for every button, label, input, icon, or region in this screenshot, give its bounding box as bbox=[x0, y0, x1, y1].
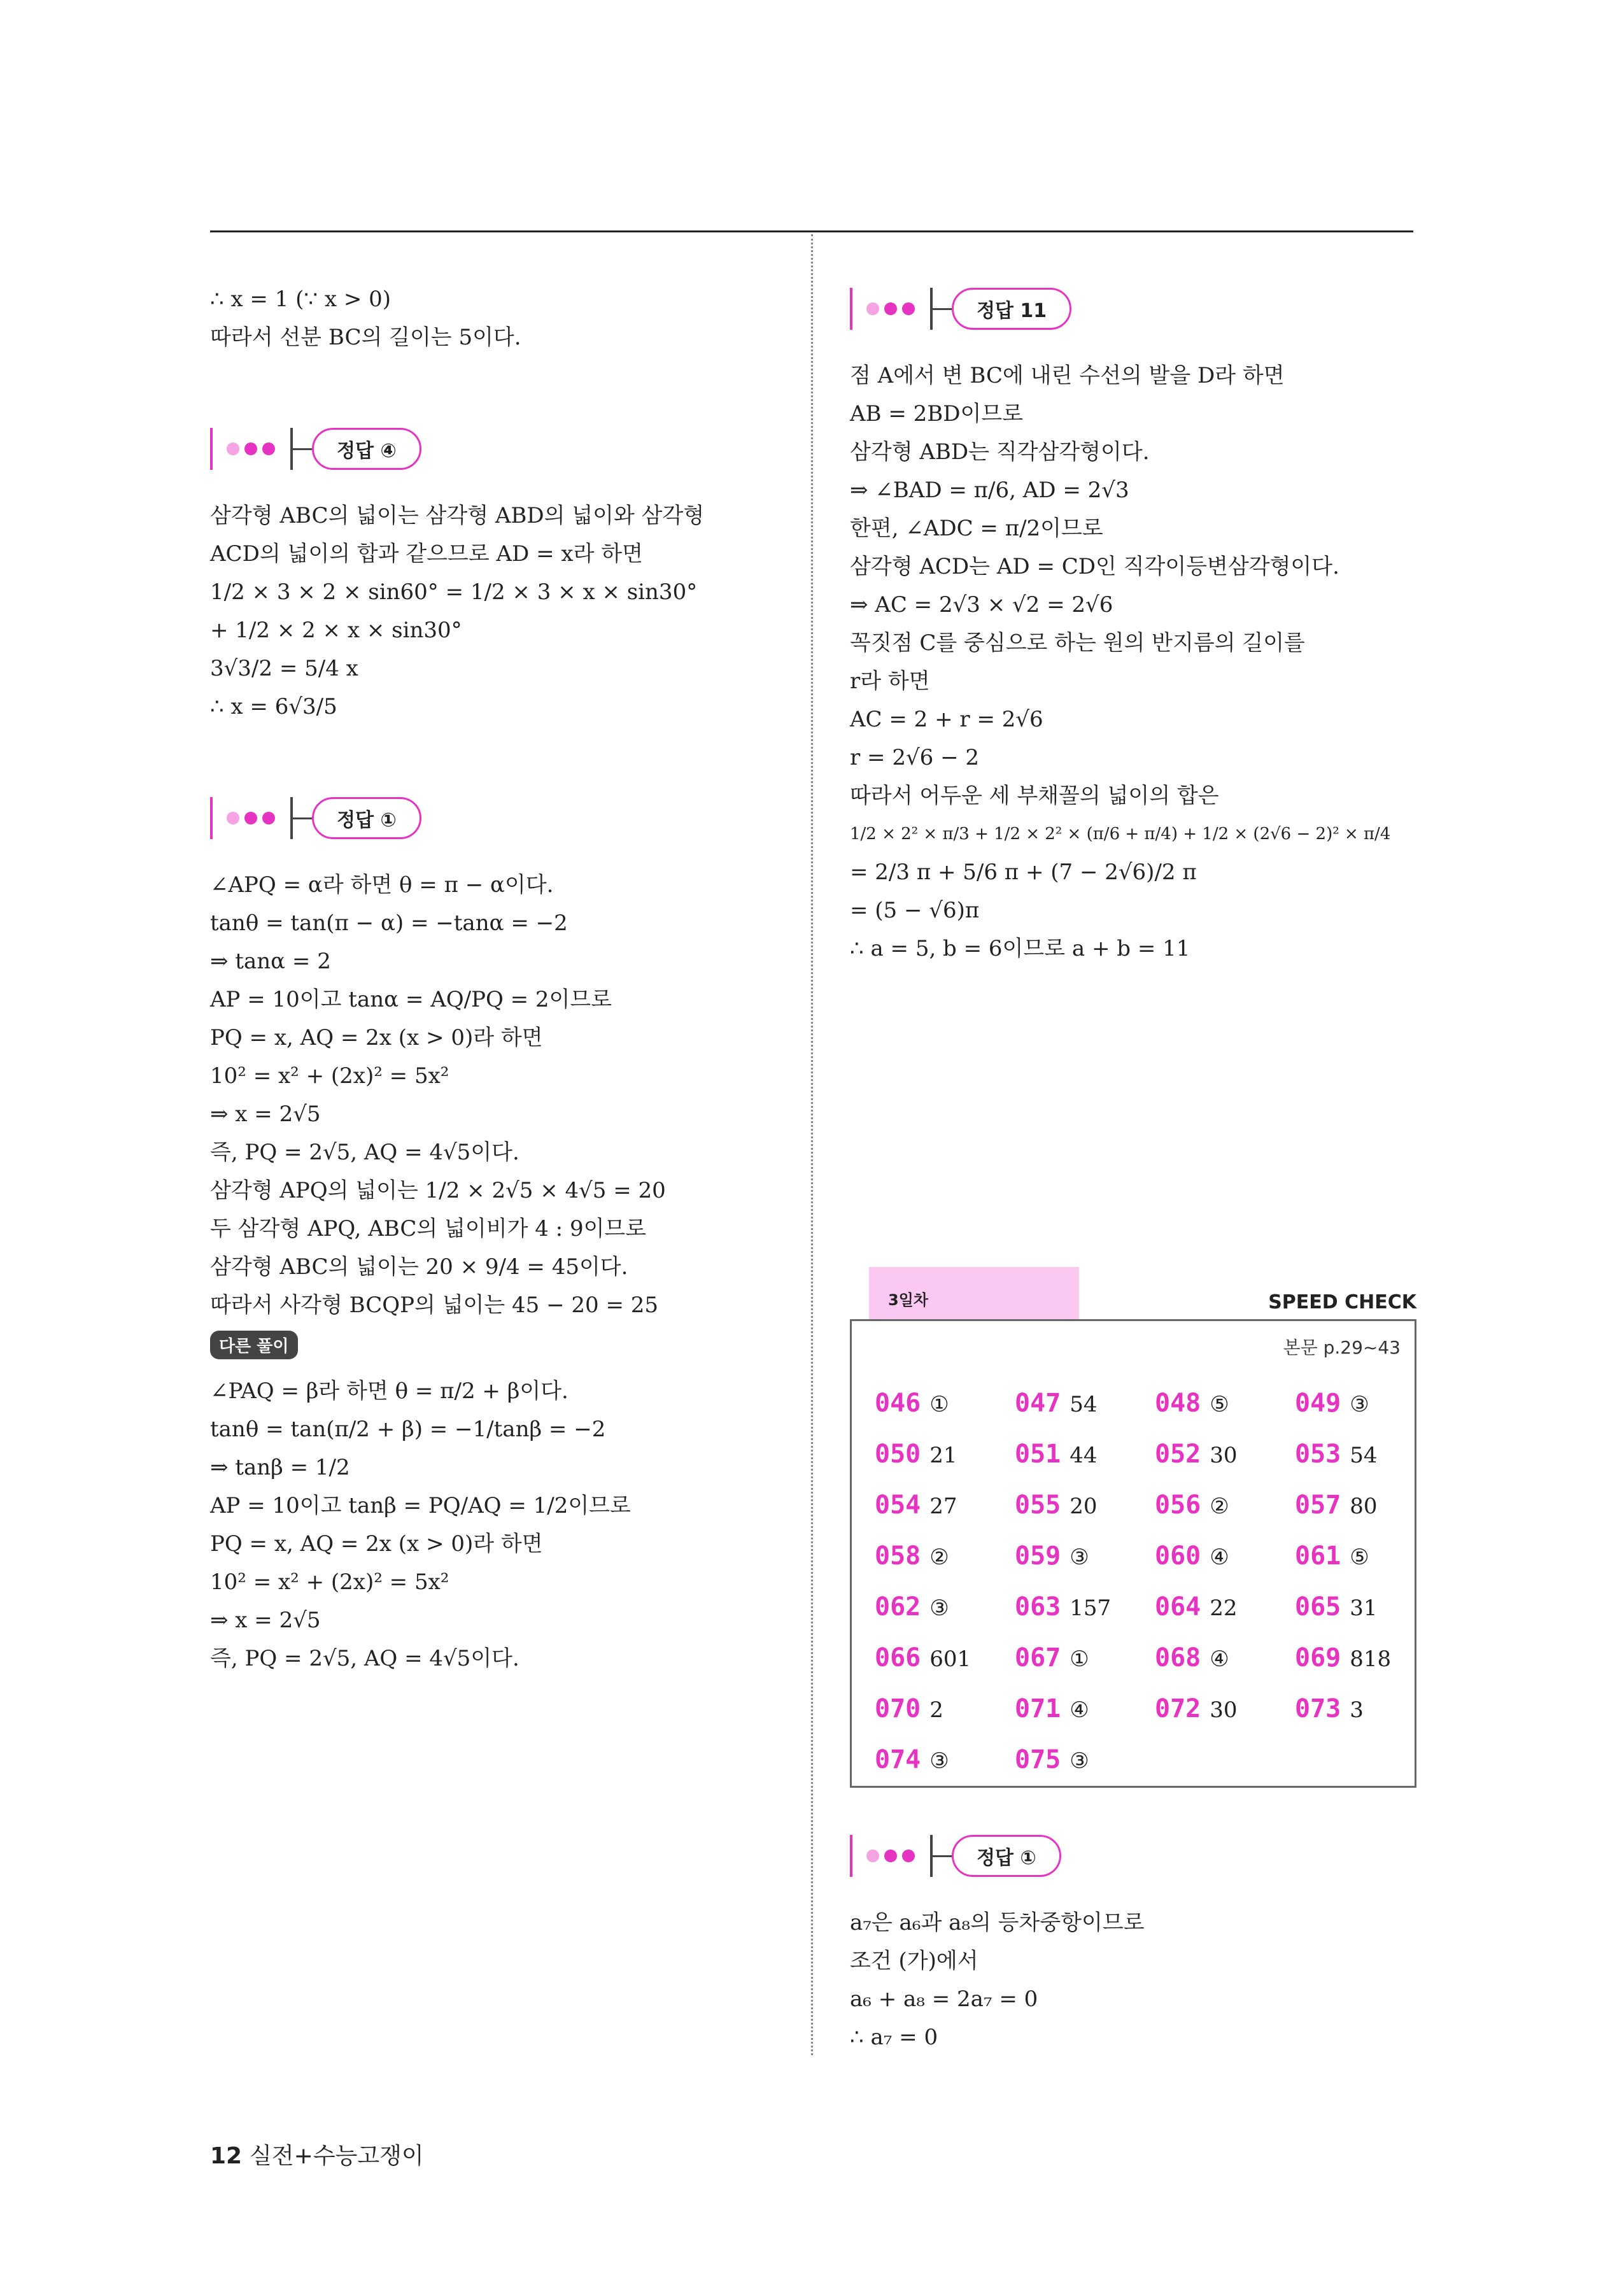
answer-pill: 정답 ① bbox=[952, 1835, 1061, 1877]
speed-check-item bbox=[1155, 1436, 1295, 1473]
speed-check-number: 069 bbox=[1295, 1643, 1341, 1673]
solution-line: a₆ + a₈ = 2a₇ = 0 bbox=[850, 1986, 1038, 2012]
speed-check-number: 052 bbox=[1155, 1440, 1201, 1469]
speed-check-number: 053 bbox=[1295, 1440, 1341, 1469]
speed-check-answer: 21 bbox=[929, 1443, 957, 1468]
solution-line: a₇은 a₆과 a₈의 등차중항이므로 bbox=[850, 1910, 1145, 1935]
speed-check-item bbox=[1295, 1690, 1403, 1727]
solution-line: = (5 − √6)π bbox=[850, 898, 980, 923]
solution-line: ⇒ AC = 2√3 × √2 = 2√6 bbox=[850, 592, 1113, 618]
speed-check-item bbox=[1295, 1538, 1403, 1574]
solution-line: 10² = x² + (2x)² = 5x² bbox=[210, 1063, 449, 1089]
speed-check-answer: ③ bbox=[1070, 1545, 1089, 1570]
speed-check-number: 049 bbox=[1295, 1389, 1341, 1418]
answer-header bbox=[210, 789, 745, 847]
speed-check-number: 063 bbox=[1015, 1592, 1061, 1622]
solution-line: + 1/2 × 2 × x × sin30° bbox=[210, 618, 462, 643]
speed-check-number: 055 bbox=[1015, 1490, 1061, 1520]
speed-check-answer: 601 bbox=[929, 1646, 971, 1672]
speed-check-item bbox=[1155, 1690, 1295, 1727]
solution-line: 3√3/2 = 5/4 x bbox=[210, 656, 358, 681]
speed-check-number: 058 bbox=[875, 1541, 921, 1571]
speed-check-answer: 2 bbox=[929, 1697, 943, 1723]
speed-check-answer: 22 bbox=[1210, 1595, 1238, 1621]
speed-check-answer: 44 bbox=[1070, 1443, 1098, 1468]
speed-check-grid bbox=[875, 1385, 1403, 1778]
solution-line: tanθ = tan(π/2 + β) = −1/tanβ = −2 bbox=[210, 1417, 606, 1442]
speed-check-item bbox=[1155, 1588, 1295, 1625]
solution-line: 삼각형 APQ의 넓이는 1/2 × 2√5 × 4√5 = 20 bbox=[210, 1178, 666, 1203]
speed-check-number: 054 bbox=[875, 1490, 921, 1520]
right-column-lower bbox=[850, 1827, 1385, 2056]
solution-line: ∴ a₇ = 0 bbox=[850, 2025, 938, 2050]
speed-check-number: 075 bbox=[1015, 1745, 1061, 1774]
speed-check-number: 066 bbox=[875, 1643, 921, 1673]
speed-check-item bbox=[1015, 1487, 1155, 1524]
speed-check-item bbox=[1155, 1487, 1295, 1524]
speed-check-answer: 3 bbox=[1350, 1697, 1364, 1723]
solution-line: 두 삼각형 APQ, ABC의 넓이비가 4 : 9이므로 bbox=[210, 1216, 647, 1242]
speed-check-answer: ② bbox=[929, 1545, 949, 1570]
speed-check-item bbox=[1295, 1487, 1403, 1524]
solution-line: 삼각형 ACD는 AD = CD인 직각이등변삼각형이다. bbox=[850, 554, 1339, 579]
speed-check-answer: 31 bbox=[1350, 1595, 1378, 1621]
solution-line: 삼각형 ABD는 직각삼각형이다. bbox=[850, 439, 1150, 465]
top-rule bbox=[210, 230, 1413, 232]
speed-check-number: 074 bbox=[875, 1745, 921, 1774]
speed-check-item bbox=[1015, 1741, 1155, 1778]
solution-line: 10² = x² + (2x)² = 5x² bbox=[210, 1569, 449, 1595]
right-column bbox=[850, 280, 1391, 968]
solution-line: ⇒ tanα = 2 bbox=[210, 949, 331, 974]
speed-check-number: 061 bbox=[1295, 1541, 1341, 1571]
speed-check-item bbox=[875, 1741, 1015, 1778]
speed-check-item bbox=[875, 1538, 1015, 1574]
speed-check-number: 046 bbox=[875, 1389, 921, 1418]
solution-line: ∠PAQ = β라 하면 θ = π/2 + β이다. bbox=[210, 1378, 568, 1404]
speed-check-title: SPEED CHECK bbox=[1268, 1291, 1416, 1313]
answer-pill: 정답 11 bbox=[952, 288, 1071, 330]
speed-check-item bbox=[875, 1436, 1015, 1473]
speed-check-answer: ① bbox=[1070, 1646, 1089, 1672]
speed-check-answer: ③ bbox=[1350, 1392, 1369, 1417]
solution-line: AP = 10이고 tanα = AQ/PQ = 2이므로 bbox=[210, 987, 612, 1012]
speed-check-answer: 30 bbox=[1210, 1697, 1238, 1723]
solution-line: 한편, ∠ADC = π/2이므로 bbox=[850, 516, 1103, 541]
solution-line: ⇒ x = 2√5 bbox=[210, 1101, 321, 1127]
speed-check-answer: ⑤ bbox=[1350, 1545, 1369, 1570]
speed-check-answer: ① bbox=[929, 1392, 949, 1417]
speed-check-number: 064 bbox=[1155, 1592, 1201, 1622]
column-divider bbox=[811, 234, 813, 2055]
speed-check-item bbox=[1015, 1639, 1155, 1676]
speed-check-item bbox=[875, 1690, 1015, 1727]
speed-check-answer: 20 bbox=[1070, 1494, 1098, 1519]
speed-check-panel bbox=[850, 1267, 1416, 1789]
solution-line: AC = 2 + r = 2√6 bbox=[850, 707, 1043, 732]
speed-check-answer: ④ bbox=[1070, 1697, 1089, 1723]
solution-line: ∠APQ = α라 하면 θ = π − α이다. bbox=[210, 872, 554, 898]
answer-pill: 정답 ① bbox=[312, 797, 421, 839]
solution-line: ⇒ tanβ = 1/2 bbox=[210, 1455, 350, 1480]
speed-check-number: 047 bbox=[1015, 1389, 1061, 1418]
speed-check-item bbox=[1015, 1436, 1155, 1473]
speed-check-answer: 54 bbox=[1350, 1443, 1378, 1468]
solution-line: tanθ = tan(π − α) = −tanα = −2 bbox=[210, 910, 568, 936]
solution-line: 즉, PQ = 2√5, AQ = 4√5이다. bbox=[210, 1646, 519, 1671]
solution-line: 1/2 × 2² × π/3 + 1/2 × 2² × (π/6 + π/4) + 1/2 × (2√6 − 2)² × π/4 bbox=[850, 824, 1391, 844]
solution-line: 조건 (가)에서 bbox=[850, 1948, 978, 1974]
answer-header bbox=[850, 280, 1385, 337]
solution-line: = 2/3 π + 5/6 π + (7 − 2√6)/2 π bbox=[850, 860, 1197, 885]
speed-check-answer: 27 bbox=[929, 1494, 957, 1519]
speed-check-box bbox=[850, 1319, 1416, 1788]
speed-check-item bbox=[1155, 1385, 1295, 1422]
speed-check-item bbox=[1015, 1588, 1155, 1625]
speed-check-number: 071 bbox=[1015, 1694, 1061, 1723]
speed-check-answer: 157 bbox=[1070, 1595, 1112, 1621]
speed-check-answer: ② bbox=[1210, 1494, 1229, 1519]
solution-line: ∴ a = 5, b = 6이므로 a + b = 11 bbox=[850, 936, 1190, 961]
speed-check-item bbox=[1295, 1385, 1403, 1422]
solution-line: AB = 2BD이므로 bbox=[850, 401, 1024, 427]
speed-check-number: 068 bbox=[1155, 1643, 1201, 1673]
speed-check-number: 070 bbox=[875, 1694, 921, 1723]
speed-check-number: 048 bbox=[1155, 1389, 1201, 1418]
speed-check-item bbox=[875, 1487, 1015, 1524]
solution-line: 꼭짓점 C를 중심으로 하는 원의 반지름의 길이를 bbox=[850, 630, 1305, 656]
solution-line: 1/2 × 3 × 2 × sin60° = 1/2 × 3 × x × sin30° bbox=[210, 579, 698, 605]
solution-line: 삼각형 ABC의 넓이는 삼각형 ABD의 넓이와 삼각형 bbox=[210, 503, 705, 528]
solution-line: PQ = x, AQ = 2x (x > 0)라 하면 bbox=[210, 1025, 543, 1051]
speed-check-number: 062 bbox=[875, 1592, 921, 1622]
speed-check-number: 051 bbox=[1015, 1440, 1061, 1469]
speed-check-answer: ④ bbox=[1210, 1545, 1229, 1570]
speed-check-item bbox=[1295, 1436, 1403, 1473]
speed-check-number: 073 bbox=[1295, 1694, 1341, 1723]
speed-check-answer: ③ bbox=[929, 1748, 949, 1774]
intro-line: 따라서 선분 BC의 길이는 5이다. bbox=[210, 325, 521, 350]
speed-check-answer: ④ bbox=[1210, 1646, 1229, 1672]
speed-check-item bbox=[875, 1588, 1015, 1625]
speed-check-answer: 54 bbox=[1070, 1392, 1098, 1417]
left-column bbox=[210, 280, 745, 1678]
speed-check-item bbox=[1155, 1538, 1295, 1574]
speed-check-number: 059 bbox=[1015, 1541, 1061, 1571]
solution-line: 삼각형 ABC의 넓이는 20 × 9/4 = 45이다. bbox=[210, 1254, 628, 1280]
speed-check-answer: 80 bbox=[1350, 1494, 1378, 1519]
solution-line: AP = 10이고 tanβ = PQ/AQ = 1/2이므로 bbox=[210, 1493, 631, 1518]
speed-check-item bbox=[1295, 1588, 1403, 1625]
solution-line: ∴ x = 6√3/5 bbox=[210, 694, 337, 719]
intro-line: ∴ x = 1 (∵ x > 0) bbox=[210, 287, 392, 312]
speed-check-number: 067 bbox=[1015, 1643, 1061, 1673]
speed-check-number: 056 bbox=[1155, 1490, 1201, 1520]
page-footer bbox=[210, 2138, 424, 2170]
speed-check-number: 072 bbox=[1155, 1694, 1201, 1723]
speed-check-item bbox=[875, 1385, 1015, 1422]
solution-line: r라 하면 bbox=[850, 669, 930, 694]
answer-header bbox=[210, 420, 745, 478]
speed-check-day: 3일차 bbox=[888, 1291, 929, 1309]
speed-check-item bbox=[1015, 1385, 1155, 1422]
page-number: 12 bbox=[210, 2143, 243, 2169]
speed-check-number: 050 bbox=[875, 1440, 921, 1469]
alt-solution-badge: 다른 풀이 bbox=[210, 1331, 298, 1359]
speed-check-answer: 30 bbox=[1210, 1443, 1238, 1468]
speed-check-item bbox=[1155, 1639, 1295, 1676]
speed-check-answer: ⑤ bbox=[1210, 1392, 1229, 1417]
speed-check-item bbox=[1015, 1690, 1155, 1727]
speed-check-answer: ③ bbox=[1070, 1748, 1089, 1774]
speed-check-answer: ③ bbox=[929, 1595, 949, 1621]
solution-line: ⇒ x = 2√5 bbox=[210, 1608, 321, 1633]
speed-check-item bbox=[875, 1639, 1015, 1676]
solution-line: 즉, PQ = 2√5, AQ = 4√5이다. bbox=[210, 1140, 519, 1165]
solution-line: 따라서 어두운 세 부채꼴의 넓이의 합은 bbox=[850, 783, 1219, 809]
solution-line: 따라서 사각형 BCQP의 넓이는 45 − 20 = 25 bbox=[210, 1292, 659, 1318]
solution-line: ACD의 넓이의 합과 같으므로 AD = x라 하면 bbox=[210, 541, 643, 567]
speed-check-item bbox=[1295, 1639, 1403, 1676]
speed-check-item bbox=[1015, 1538, 1155, 1574]
answer-header bbox=[850, 1827, 1385, 1885]
solution-line: r = 2√6 − 2 bbox=[850, 745, 980, 770]
book-title: 실전+수능고쟁이 bbox=[250, 2143, 424, 2169]
answer-pill: 정답 ④ bbox=[312, 428, 421, 470]
solution-line: PQ = x, AQ = 2x (x > 0)라 하면 bbox=[210, 1531, 543, 1557]
solution-line: ⇒ ∠BAD = π/6, AD = 2√3 bbox=[850, 478, 1129, 503]
speed-check-number: 060 bbox=[1155, 1541, 1201, 1571]
solution-line: 점 A에서 변 BC에 내린 수선의 발을 D라 하면 bbox=[850, 363, 1285, 388]
speed-check-answer: 818 bbox=[1350, 1646, 1392, 1672]
speed-check-page-ref: 본문 p.29~43 bbox=[1283, 1337, 1401, 1358]
speed-check-number: 057 bbox=[1295, 1490, 1341, 1520]
speed-check-number: 065 bbox=[1295, 1592, 1341, 1622]
